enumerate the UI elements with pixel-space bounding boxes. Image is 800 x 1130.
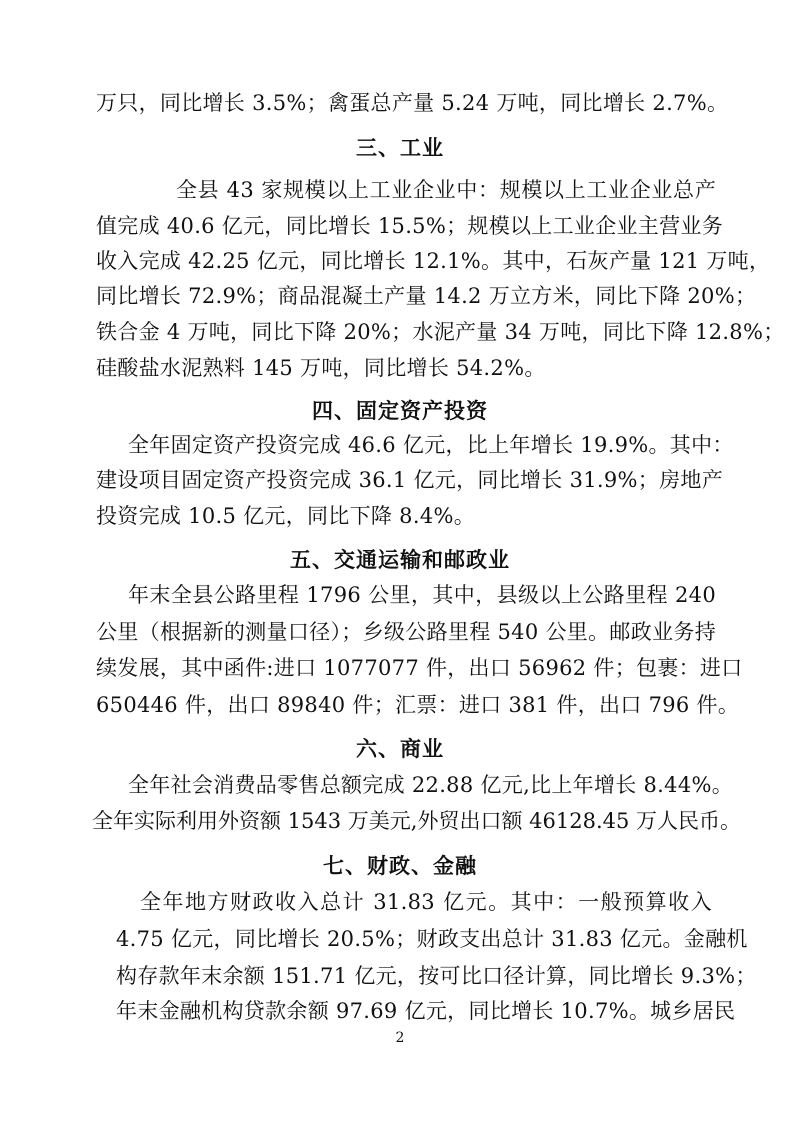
body-line: 值完成 40.6 亿元，同比增长 15.5%；规模以上工业企业主营业务 (96, 214, 723, 238)
body-line: 硅酸盐水泥熟料 145 万吨，同比增长 54.2%。 (96, 356, 546, 380)
section-heading-commerce: 六、商业 (356, 737, 444, 761)
body-line: 构存款年末余额 151.71 亿元，按可比口径计算，同比增长 9.3%； (116, 964, 757, 988)
body-line: 同比增长 72.9%；商品混凝土产量 14.2 万立方米，同比下降 20%； (96, 284, 757, 308)
body-line: 650446 件，出口 89840 件；汇票：进口 381 件，出口 796 件。 (96, 693, 740, 717)
section-heading-industry: 三、工业 (356, 136, 444, 160)
body-line: 年末金融机构贷款余额 97.69 亿元，同比增长 10.7%。城乡居民 (116, 999, 736, 1023)
body-line: 全年实际利用外资额 1543 万美元,外贸出口额 46128.45 万人民币。 (92, 809, 742, 833)
body-line: 万只，同比增长 3.5%；禽蛋总产量 5.24 万吨，同比增长 2.7%。 (96, 91, 729, 115)
body-line: 全年地方财政收入总计 31.83 亿元。其中：一般预算收入 (140, 890, 712, 914)
body-line: 年末全县公路里程 1796 公里，其中，县级以上公路里程 240 (128, 583, 716, 607)
body-line: 4.75 亿元，同比增长 20.5%；财政支出总计 31.83 亿元。金融机 (116, 927, 748, 951)
body-line: 投资完成 10.5 亿元，同比下降 8.4%。 (96, 504, 476, 528)
page-number: 2 (395, 1030, 405, 1046)
section-heading-transport-postal: 五、交通运输和邮政业 (290, 548, 510, 572)
body-line: 全年社会消费品零售总额完成 22.88 亿元,比上年增长 8.44%。 (128, 773, 734, 797)
body-line: 公里（根据新的测量口径）；乡级公路里程 540 公里。邮政业务持 (96, 620, 716, 644)
body-line: 续发展，其中函件:进口 1077077 件，出口 56962 件；包裹：进口 (96, 656, 743, 680)
body-line: 全年固定资产投资完成 46.6 亿元，比上年增长 19.9%。其中： (128, 433, 734, 457)
section-heading-fixed-investment: 四、固定资产投资 (312, 399, 488, 423)
body-line: 收入完成 42.25 亿元，同比增长 12.1%。其中，石灰产量 121 万吨， (96, 249, 771, 273)
body-line: 建设项目固定资产投资完成 36.1 亿元，同比增长 31.9%；房地产 (96, 468, 723, 492)
body-line: 铁合金 4 万吨，同比下降 20%；水泥产量 34 万吨，同比下降 12.8%； (96, 320, 785, 344)
section-heading-finance: 七、财政、金融 (323, 854, 477, 878)
body-line: 全县 43 家规模以上工业企业中：规模以上工业企业总产 (176, 178, 716, 202)
